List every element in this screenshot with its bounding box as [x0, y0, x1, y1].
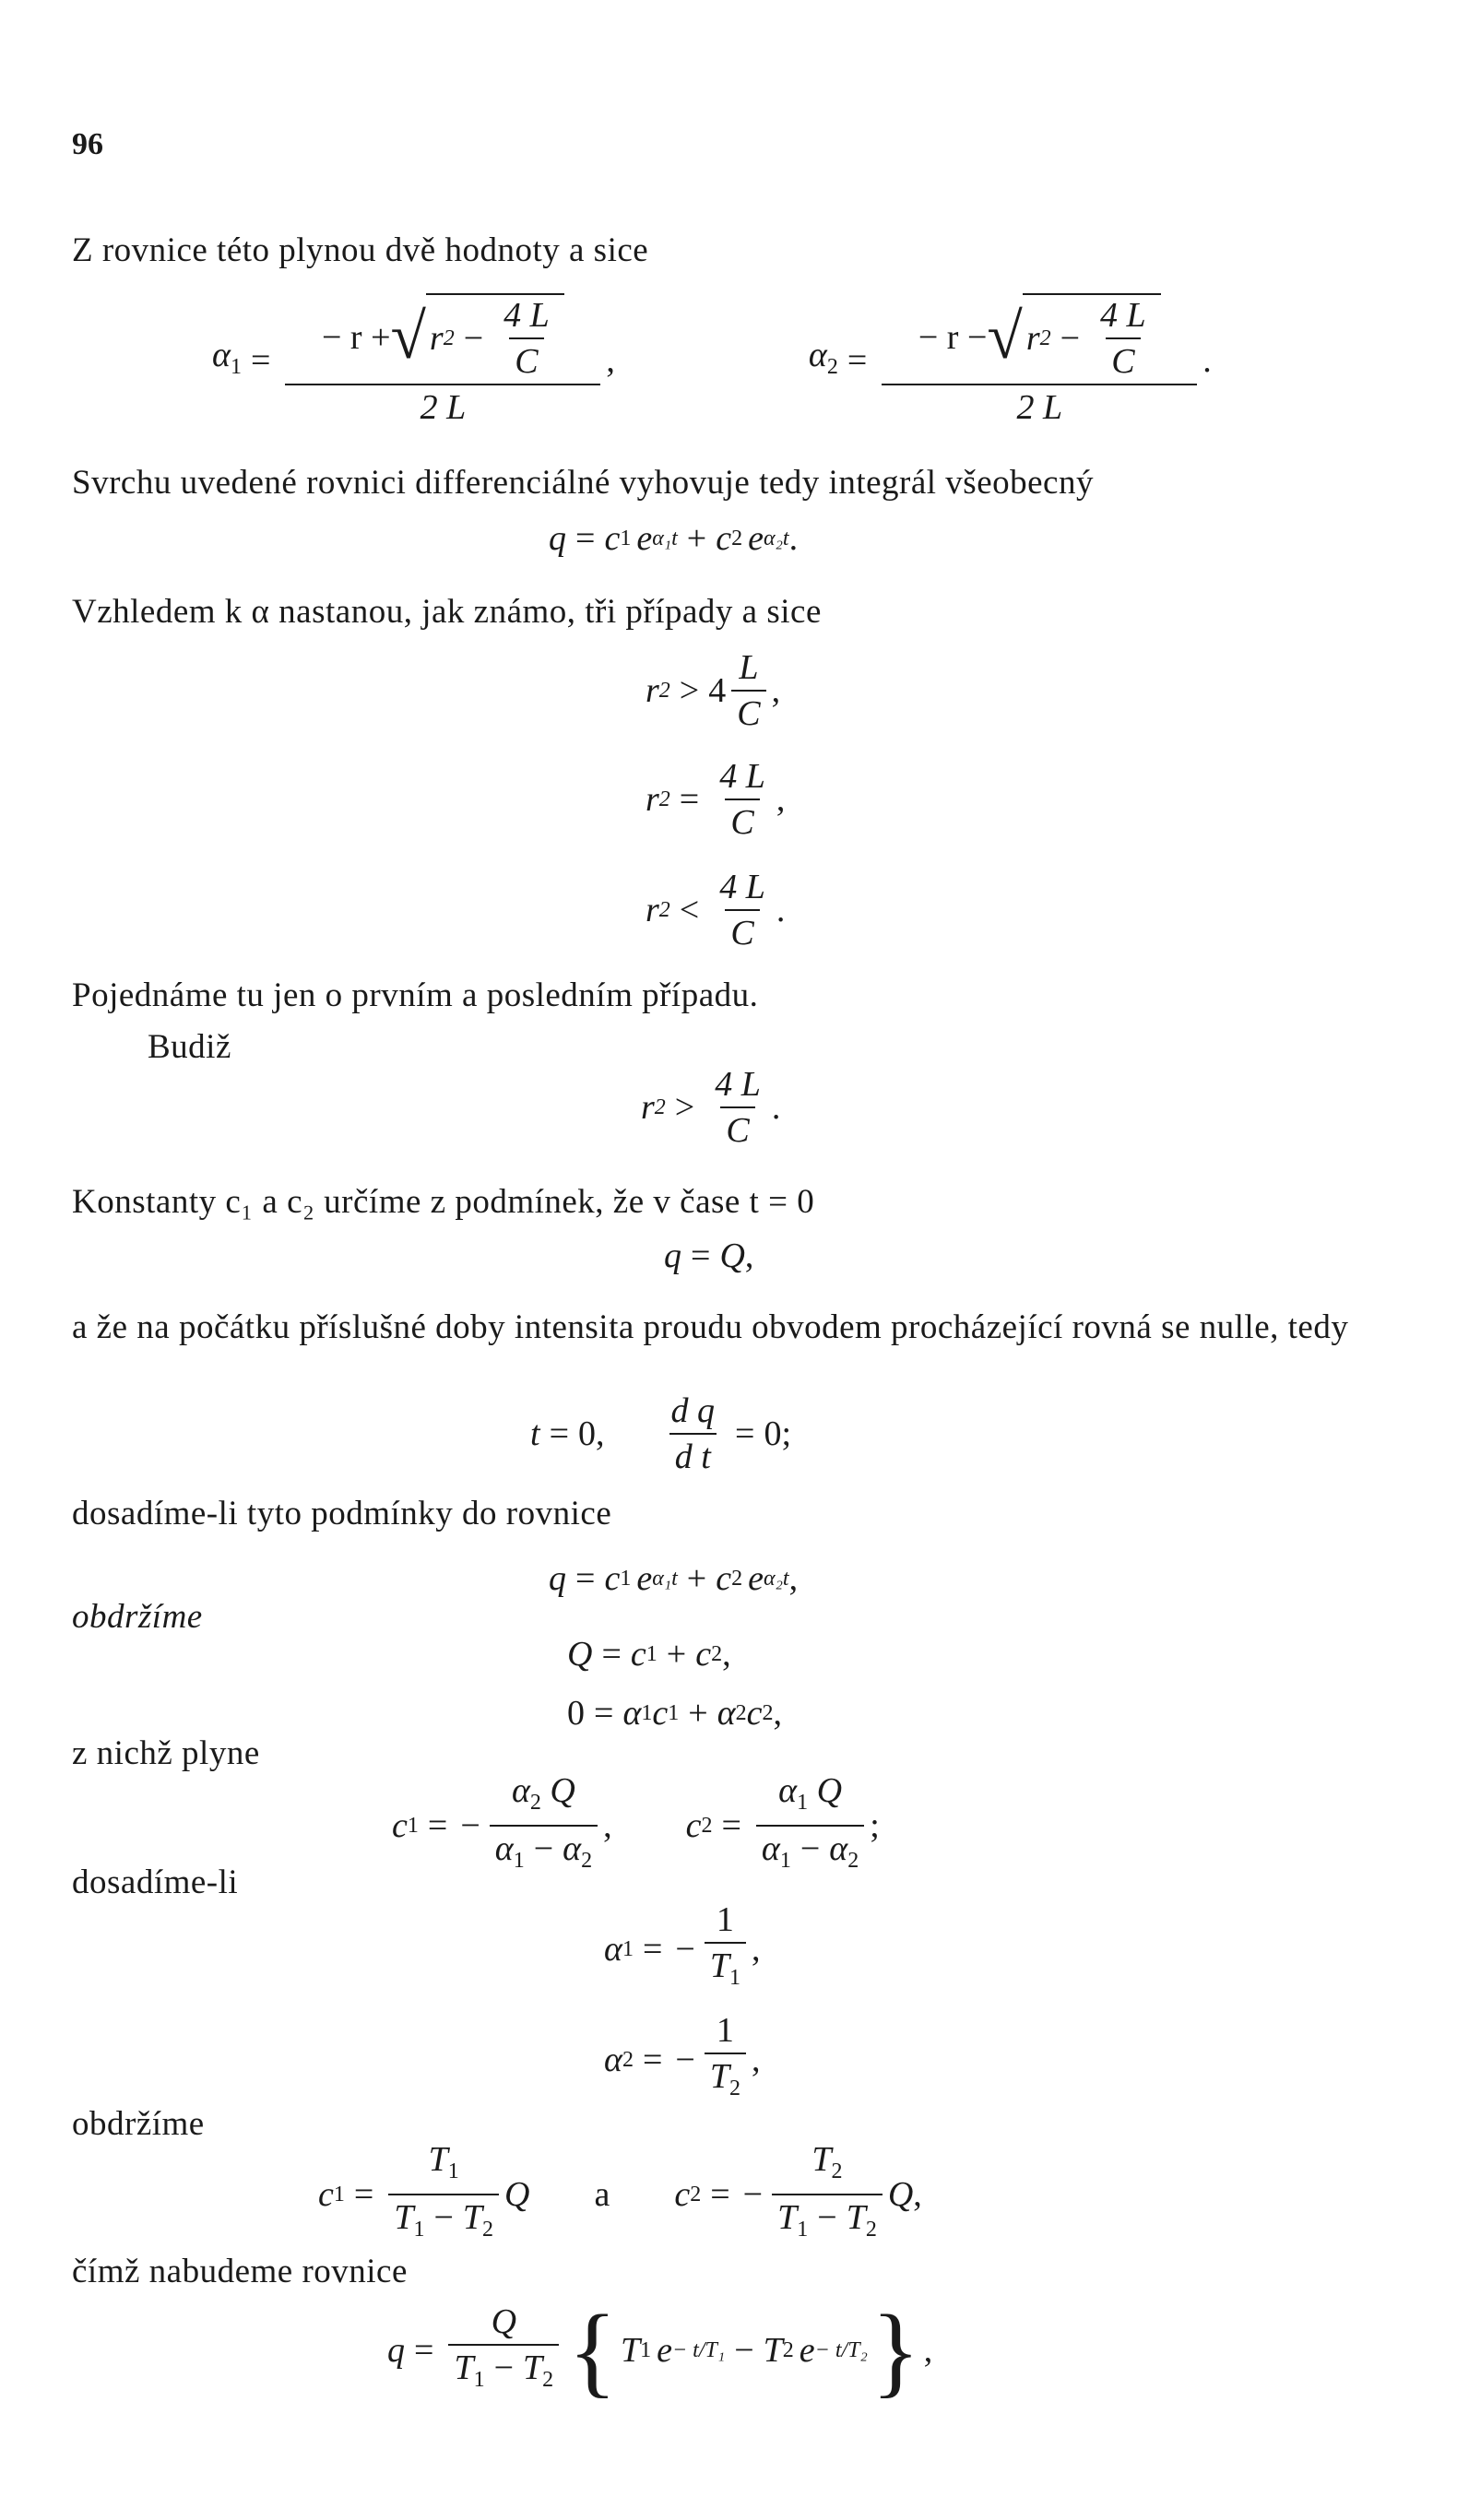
equation-case-2: r 2 = $\frac{4 L}{C}$ ,: [646, 757, 786, 842]
paragraph-2: Svrchu uvedené rovnici differenciálné vyhovuje tedy integrál všeobecný: [72, 464, 1094, 502]
paragraph-6: Konstanty c₁ a c₂ určíme z podmínek, že v čase t = 0: [72, 1183, 815, 1221]
equation-case-3: r 2 < $\frac{4 L}{C}$ .: [646, 868, 786, 952]
equation-alpha2-T: α 2 = − $\frac{1}{T_2}$ ,: [604, 2010, 760, 2109]
equation-initial-current: t = 0 , $\frac{\text{d q}}{\text{d t}}$ = 0 ;: [530, 1391, 791, 1476]
equation-constants: c 1 = − $\frac{\alpha_2 Q}{\alpha_1 - \alpha_2}$ , c 2 = $\frac{\alpha_1 Q}{\alpha_1 - \alpha_2}$ ;: [392, 1770, 880, 1881]
equation-system-1: Q = c 1 + c 2 ,: [567, 1635, 731, 1674]
equation-case-1: r 2 > 4 $\frac{L}{C}$ ,: [646, 648, 781, 733]
alpha2-symbol: $\alpha_2$: [808, 335, 838, 379]
equation-final-solution: q = $\frac{Q}{T_1 - T_2}$ { T 1 e − t/T₁ − T 2 e − t/T₂ } ,: [387, 2294, 933, 2407]
equation-initial-charge: q = Q ,: [664, 1236, 754, 1275]
paragraph-11: dosadíme-li: [72, 1863, 239, 1901]
alpha1-fraction: − r + √ r 2 − $\frac{4 L}{C}$ 2 L: [285, 293, 600, 428]
equation-constants-T: c 1 = $\frac{T_1}{T_1 - T_2}$ Q a c 2 = − $\frac{T_2}{T_1 - T_2}$ Q ,: [318, 2139, 922, 2250]
equation-assumption: r 2 > $\frac{4 L}{C}$ .: [641, 1065, 781, 1150]
paragraph-4: Pojednáme tu jen o prvním a posledním případu.: [72, 976, 759, 1014]
alpha1-symbol: $\alpha_1$: [212, 335, 242, 379]
paragraph-5: Budiž: [148, 1028, 231, 1066]
equation-general-integral: q = c 1 e α₁t + c 2 e α₂t .: [549, 519, 799, 558]
paragraph-12: obdržíme: [72, 2105, 205, 2143]
paragraph-3: Vzhledem k α nastanou, jak známo, tři případy a sice: [72, 593, 822, 631]
alpha2-fraction: − r − √ r 2 − $\frac{4 L}{C}$ 2 L: [882, 293, 1197, 428]
paragraph-7: a že na počátku příslušné doby intensita proudu obvodem procházející rovná se nulle, tedy: [72, 1308, 1349, 1346]
paragraph-8: dosadíme-li tyto podmínky do rovnice: [72, 1495, 612, 1532]
paragraph-9: obdržíme: [72, 1598, 203, 1636]
page-number: 96: [72, 127, 103, 161]
equation-alpha-roots: $\alpha_1$ = − r + √ r 2 − $\frac{4 L}{C}$ 2 L , $\alpha_2$ = − r − √ r 2 − $\frac{4 L}{C}$ 2 L .: [212, 293, 1212, 428]
paragraph-13: čímž nabudeme rovnice: [72, 2253, 408, 2290]
paragraph-10: z nichž plyne: [72, 1734, 260, 1772]
equation-system-2: 0 = α 1 c 1 + α 2 c 2 ,: [567, 1694, 783, 1733]
equation-alpha1-T: α 1 = − $\frac{1}{T_1}$ ,: [604, 1899, 760, 1998]
paragraph-1: Z rovnice této plynou dvě hodnoty a sice: [72, 231, 649, 269]
equation-general-repeat: q = c 1 e α₁t + c 2 e α₂t ,: [549, 1559, 799, 1598]
